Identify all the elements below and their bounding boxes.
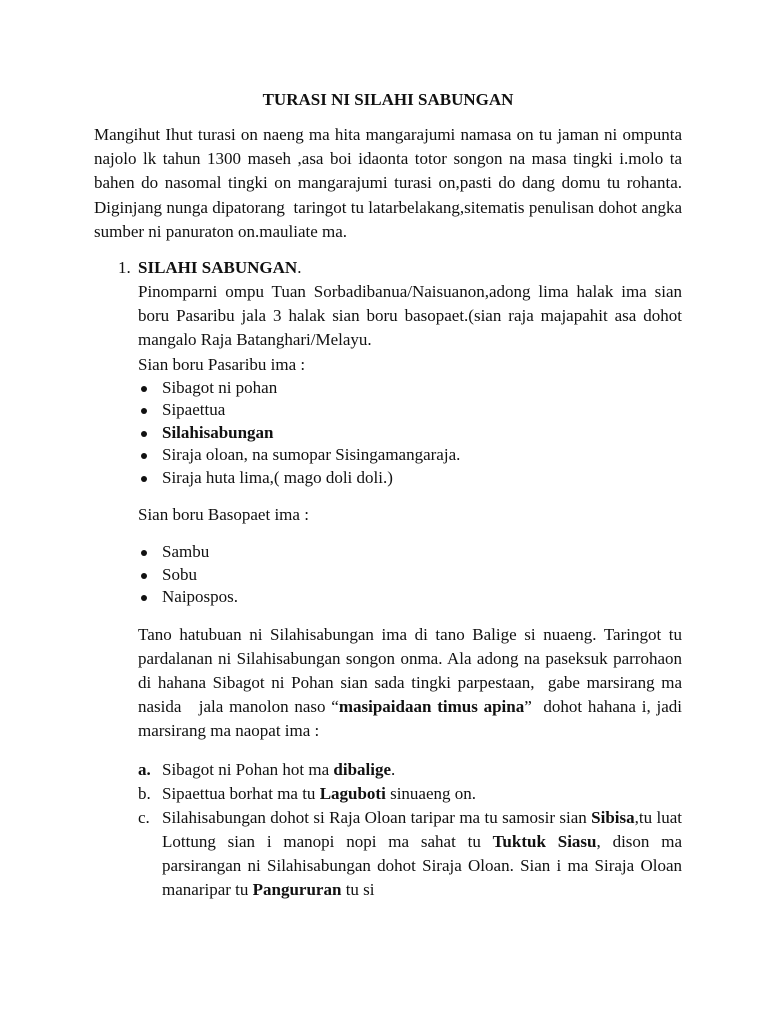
- tano-paragraph: [138, 623, 687, 744]
- alpha-bold: dibalige: [333, 759, 392, 779]
- bullet-icon: [141, 386, 147, 392]
- list-item: [138, 467, 682, 490]
- alpha-item-a: [138, 758, 682, 782]
- bullet-icon: [141, 408, 147, 414]
- list-item: [138, 586, 682, 609]
- alpha-bold: Laguboti: [319, 783, 386, 803]
- list-item-text: Sibagot ni pohan: [162, 377, 278, 397]
- list-item-text: Siraja oloan, na sumopar Sisingamangaraja.: [162, 445, 461, 465]
- bullet-icon: [141, 476, 147, 482]
- bullet-icon: [141, 573, 147, 579]
- alpha-text: Sibagot ni Pohan hot ma: [162, 759, 334, 779]
- section-title: SILAHI SABUNGAN: [138, 258, 298, 278]
- alpha-tail: sinuaeng on.: [385, 783, 477, 803]
- alpha-text: Sipaettua borhat ma tu: [162, 783, 320, 803]
- alpha-text-2: ,tu luat Lottung sian i manopi nopi ma sahat tu: [162, 807, 682, 851]
- section-title-wrap: [138, 256, 301, 280]
- intro-paragraph: Mangihut Ihut turasi on naeng ma hita mangarajumi namasa on tu jaman ni ompunta najolo lk tahun 1300 maseh ,asa boi idaonta totor songon na masa tingki i.molo ta bahen do nasomal tingki on mangarajumi turasi on,pasti do dang domu tu rohanta. Diginjang nunga dipatorang taringot tu latarbelakang,sitematis penulisan dohot angka sumber ni panuraton on.mauliate ma.: [94, 125, 695, 241]
- list-item-text: Sobu: [162, 564, 197, 584]
- alpha-bold-2: Tuktuk Siasu: [492, 831, 597, 851]
- list-item-text: Silahisabungan: [162, 422, 274, 442]
- section-silahi-sabungan: [94, 256, 687, 902]
- tano-text-after: ” dohot hahana i, jadi marsirang ma naopat ima :: [138, 697, 687, 741]
- section-title-suffix: .: [297, 258, 302, 278]
- bullet-icon: [141, 453, 147, 459]
- alpha-text-3: , dison ma parsirangan ni Silahisabungan dohot Siraja Oloan. Sian i ma Siraja Oloan manaripar tu: [162, 831, 683, 899]
- basopaet-heading: Sian boru Basopaet ima :: [138, 505, 309, 525]
- bullet-icon: [141, 431, 147, 437]
- document-title: TURASI NI SILAHI SABUNGAN: [262, 90, 514, 109]
- alpha-item-c: [138, 806, 682, 902]
- bullet-icon: [141, 550, 147, 556]
- pasaribu-heading: Sian boru Pasaribu ima :: [138, 354, 306, 374]
- list-item: [138, 444, 682, 467]
- alpha-marker: c.: [138, 807, 150, 827]
- list-item-text: Siraja huta lima,( mago doli doli.): [162, 467, 393, 487]
- basopaet-list: [138, 541, 682, 609]
- section-number: 1.: [118, 258, 131, 278]
- section-body: [138, 280, 687, 902]
- section-heading: [94, 256, 682, 280]
- bullet-icon: [141, 595, 147, 601]
- alpha-tail: .: [391, 759, 396, 779]
- alpha-text-4: tu si: [341, 879, 375, 899]
- tano-text-bold: masipaidaan timus apina: [338, 697, 525, 717]
- tano-text-before: Tano hatubuan ni Silahisabungan ima di tano Balige si nuaeng. Taringot tu pardalanan ni Silahisabungan songon onma. Ala adong na paseksuk parrohaon di hahana Sibagot ni Pohan sian sada tingki parpestaan, gabe marsirang ma nasida jala manolon naso “: [138, 624, 687, 717]
- list-item: [138, 564, 682, 587]
- list-item: [138, 377, 682, 400]
- list-item-text: Sambu: [162, 542, 210, 562]
- list-item: [138, 541, 682, 564]
- section-paragraph: Pinomparni ompu Tuan Sorbadibanua/Naisuanon,adong lima halak ima sian boru Pasaribu jala 3 halak sian boru basopaet.(sian raja majapahit asa dohot mangalo Raja Batanghari/Melayu.: [138, 282, 687, 350]
- alpha-bold-3: Pangururan: [252, 879, 342, 899]
- alpha-bold-1: Sibisa: [591, 807, 635, 827]
- alpha-list: [138, 758, 682, 902]
- alpha-marker: b.: [138, 783, 151, 803]
- list-item: [138, 422, 682, 445]
- list-item-text: Naipospos.: [162, 587, 239, 607]
- alpha-item-b: [138, 782, 682, 806]
- alpha-text-1: Silahisabungan dohot si Raja Oloan taripar ma tu samosir sian: [162, 807, 592, 827]
- list-item: [138, 399, 682, 422]
- pasaribu-list: [138, 377, 682, 490]
- list-item-text: Sipaettua: [162, 400, 226, 420]
- alpha-marker: a.: [138, 759, 151, 779]
